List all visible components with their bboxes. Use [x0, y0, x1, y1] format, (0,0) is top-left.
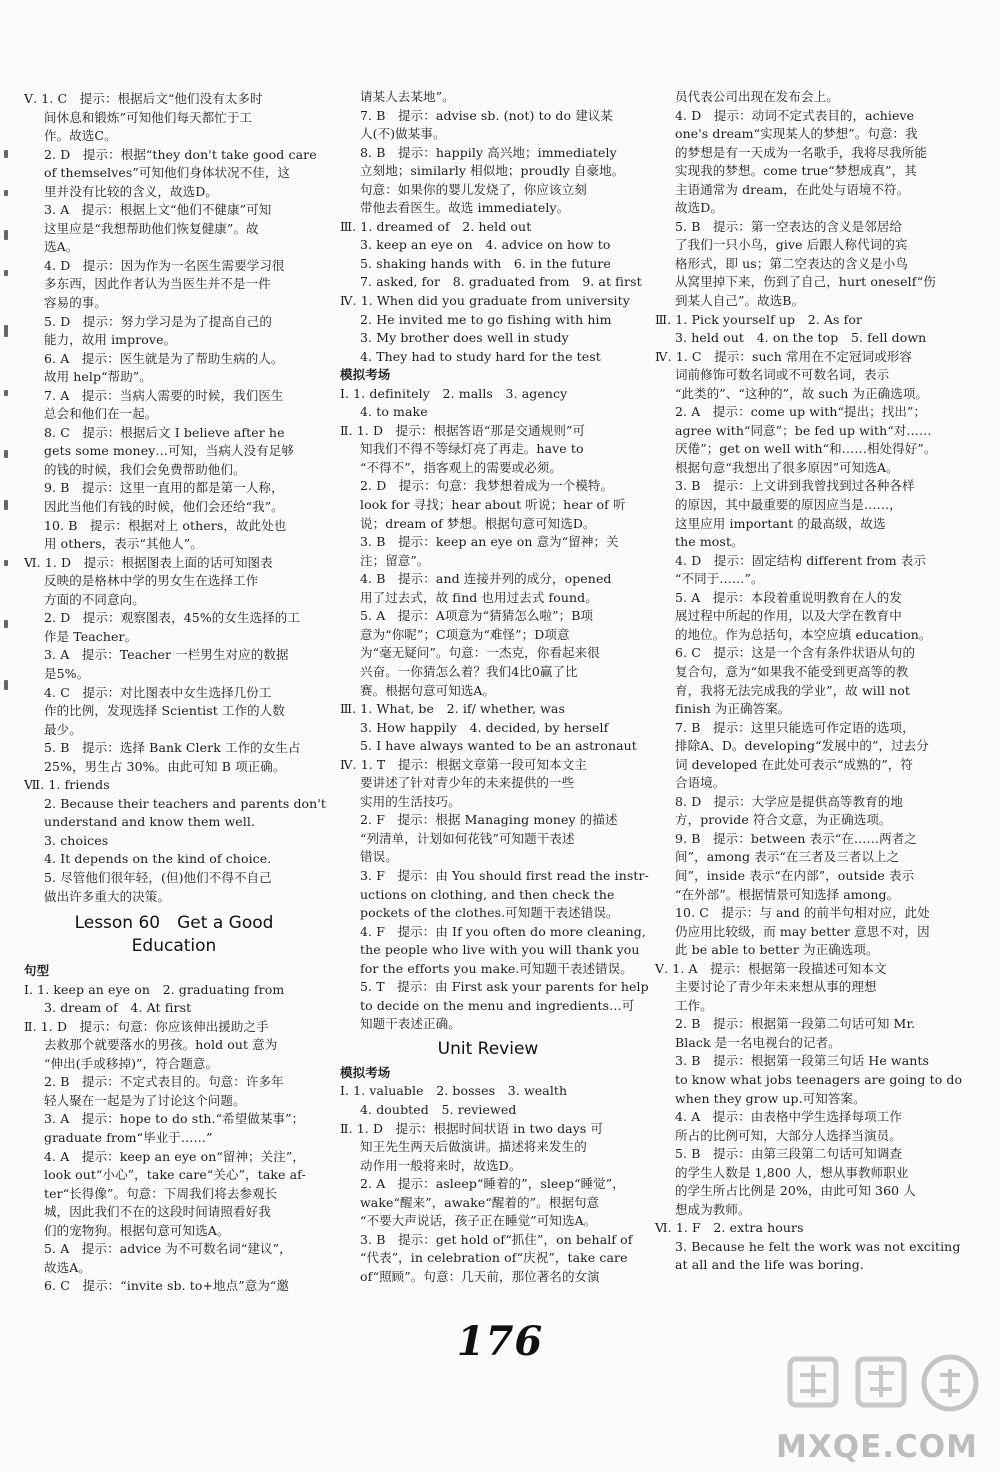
answer-line: 3. B 提示：根据第一段第三句话 He wants [675, 1053, 930, 1069]
answer-line: 7. B 提示：这里只能选可作定语的选项， [675, 719, 915, 735]
answer-line: 7. A 提示：当病人需要的时候，我们医生 [44, 387, 284, 403]
answer-line: 仍应用比较级，而 may better 意思不对，因 [675, 923, 930, 939]
answer-line: 人(不)做某事。 [360, 126, 446, 142]
answer-line: 最少。 [44, 721, 82, 737]
answer-line: 2. D 提示：句意：我梦想着成为一个模特。 [360, 478, 614, 494]
answer-line: “不要大声说话，孩子正在睡觉”可知选A。 [360, 1213, 597, 1229]
answer-line: of themselves”可知他们身体状况不佳，这 [44, 165, 291, 181]
answer-line: 用 others，表示“其他人”。 [44, 536, 203, 552]
answer-line: “伸出(手或移掉)”，符合题意。 [44, 1055, 219, 1071]
answer-line: 5. B 提示：选择 Bank Clerk 工作的女生占 [44, 740, 301, 756]
answer-line: 3. Because he felt the work was not exciting [675, 1238, 961, 1254]
answer-line: graduate from“毕业于……” [44, 1129, 213, 1145]
answer-line: “不同于……”。 [675, 571, 764, 587]
answer-line: 里并没有比较的含义，故选D。 [44, 183, 218, 199]
answer-line: 5. A 提示：本段着重说明教育在人的发 [675, 589, 902, 605]
answer-line: “在外部”。根据情景可知选择 among。 [675, 886, 900, 902]
answer-line: 想成为教师。 [675, 1201, 751, 1217]
answer-line: pockets of the clothes.可知题干表述错误。 [360, 905, 619, 921]
answer-line: 城，因此我们不在的这段时间请照看好我 [44, 1204, 271, 1220]
answer-line: 容易的事。 [44, 295, 108, 311]
answer-line: 词前修饰可数名词或不可数名词，表示 [675, 367, 890, 383]
answer-line: 3. A 提示：根据上文“他们不健康”可知 [44, 202, 272, 218]
answer-line: 主语通常为 dream，在此处与语境不符。 [675, 181, 910, 197]
answer-line: gets some money…可知，当病人没有足够 [44, 443, 294, 459]
answer-line: 间”，among 表示“在三者及三者以上之 [675, 849, 900, 865]
answer-line: 这里应是“我想帮助他们恢复健康”。故 [44, 220, 259, 236]
answer-line: 4. D 提示：动词不定式表目的，achieve [675, 107, 915, 123]
answer-line: understand and know them well. [44, 814, 256, 830]
answer-line: 了我们一只小鸟，give 后跟人称代词的宾 [675, 237, 908, 253]
answer-line: 的梦想是有一天成为一名歌手，我将尽我所能 [675, 144, 928, 160]
answer-line: 5. A 提示：A项意为“猜猜怎么啦”；B项 [360, 608, 594, 624]
answer-line: 因此当他们有钱的时候，他们会还给“我”。 [44, 499, 284, 515]
answer-line: 合语境。 [675, 775, 726, 791]
answer-line: for the efforts you make.可知题干表述错误。 [360, 960, 633, 976]
answer-line: 5. T 提示：由 First ask your parents for help [360, 979, 649, 995]
answer-line: ter“长得像”。句意：下周我们将去参观长 [44, 1185, 278, 1201]
answer-line: 错误。 [360, 849, 398, 865]
answer-line: 4. doubted 5. reviewed [360, 1101, 517, 1117]
answer-line: the people who live with you will thank you [360, 942, 640, 958]
answer-line: 反映的是格林中学的男女生在选择工作 [44, 573, 259, 589]
answer-line: Ⅱ. 1. D 提示：根据答语“那是交通规则”可 [340, 422, 586, 438]
answer-line: the most。 [675, 534, 744, 550]
answer-line: 词 developed 在此处可表示“成熟的”，符 [675, 756, 914, 772]
answer-line: 故选D。 [675, 200, 723, 216]
answer-line: 兴奋。一你猜怎么着？我们4比0赢了比 [360, 663, 578, 679]
answer-line: 25%，男生占 30%。由此可知 B 项正确。 [44, 758, 286, 774]
answer-line: 员代表公司出现在发布会上。 [675, 89, 839, 104]
answer-line: 2. D 提示：根据“they don't take good care [44, 146, 317, 162]
answer-line: look out“小心”，take care“关心”，take af- [44, 1167, 306, 1183]
answer-line: 作。故选C。 [44, 128, 117, 144]
answer-line: 5. B 提示：第一空表达的含义是邻居给 [675, 218, 903, 234]
answer-line: 意为“你呢”；C项意为“难怪”；D项意 [360, 626, 570, 642]
answer-line: Ⅴ. 1. C 提示：根据后文“他们没有太多时 [24, 91, 263, 106]
answer-line: 注；留意”。 [360, 552, 430, 568]
page-gutter-marks [0, 150, 14, 710]
answer-line: 动作用一般将来时，故选D。 [360, 1157, 522, 1173]
answer-line: 3. B 提示：keep an eye on 意为“留神；关 [360, 534, 619, 550]
answer-line: Ⅵ. 1. D 提示：根据图表上面的话可知图表 [24, 554, 273, 570]
unit-review-title: Unit Review [437, 1038, 539, 1059]
answer-line: 立刻地；similarly 相似地；proudly 自豪地。 [360, 163, 625, 179]
answer-line: 2. A 提示：come up with“提出；找出”； [675, 404, 927, 420]
answer-line: 6. C 提示：这是一个含有条件状语从句的 [675, 645, 916, 661]
watermark-logo [770, 1345, 980, 1425]
answer-line: uctions on clothing, and then check the [360, 886, 615, 902]
answer-line: 多东西，因此作者认为当医生并不是一件 [44, 276, 271, 292]
answer-line: at all and the life was boring. [675, 1257, 864, 1273]
answer-line: 展过程中所起的作用，以及大学在教育中 [675, 608, 902, 624]
answer-line: 3. B 提示：get hold of“抓住”，on behalf of [360, 1231, 633, 1247]
answer-column-middle [340, 88, 649, 1286]
answer-line: to decide on the menu and ingredients…可 [360, 997, 635, 1013]
answer-line: 知我们不得不等绿灯亮了再走。have to [360, 441, 584, 457]
answer-line: 厌倦”；get on well with“和……相处得好”。 [675, 441, 937, 457]
answer-line: Ⅴ. 1. A 提示：根据第一段描述可知本文 [655, 960, 887, 976]
answer-line: 们的宠物狗。根据句意可知选A。 [44, 1222, 230, 1238]
page-number: 176 [456, 1318, 544, 1365]
answer-line: 4. B 提示：and 连接并列的成分，opened [360, 571, 612, 587]
answer-line: 4. A 提示：keep an eye on“留神；关注”， [44, 1148, 305, 1164]
answer-line: 4. A 提示：由表格中学生选择每项工作 [675, 1109, 902, 1125]
answer-line: 能力，故用 improve。 [44, 332, 177, 348]
answer-line: to know what jobs teenagers are going to do [675, 1071, 963, 1087]
answer-line: 此 be able to better 为正确选项。 [675, 942, 879, 958]
answer-line: 赛。根据句意可知选A。 [360, 682, 496, 698]
answer-line: 选A。 [44, 239, 79, 255]
answer-line: 10. B 提示：根据对上 others，故此处也 [44, 517, 287, 533]
answer-line: 5. A 提示：advice 为不可数名词“建议”， [44, 1241, 292, 1257]
answer-line: “不得不”，指客观上的需要或必须。 [360, 459, 562, 475]
answer-line: 方面的不同意向。 [44, 591, 145, 607]
answer-line: Ⅵ. 1. F 2. extra hours [655, 1220, 804, 1236]
answer-line: “列清单，计划如何花钱”可知题干表述 [360, 830, 575, 846]
answer-line: 3. My brother does well in study [360, 330, 569, 346]
answer-line: 7. asked, for 8. graduated from 9. at first [360, 274, 642, 290]
answer-line: 实用的生活技巧。 [360, 793, 461, 809]
answer-line: 作的比例，发现选择 Scientist 工作的人数 [44, 703, 285, 719]
lesson-title-cont: Education [131, 936, 217, 957]
answer-line: 4. It depends on the kind of choice. [44, 851, 272, 867]
answer-line: 3. keep an eye on 4. advice on how to [360, 237, 611, 253]
answer-line: 总会和他们在一起。 [44, 406, 158, 422]
answer-line: 带他去看医生。故选 immediately。 [360, 200, 570, 216]
answer-line: 4. D 提示：因为作为一名医生需要学习很 [44, 257, 285, 273]
answer-line: 3. How happily 4. decided, by herself [360, 719, 609, 735]
answer-line: look for 寻找；hear about 听说；hear of 听 [360, 497, 626, 513]
answer-line: 3. A 提示：Teacher 一栏男生对应的数据 [44, 647, 289, 663]
answer-line: Ⅳ. 1. When did you graduate from university [340, 293, 630, 309]
answer-line: 复合句，意为“如果我不能受到更高等的教 [675, 663, 909, 679]
answer-line: 故用 help“帮助”。 [44, 369, 152, 385]
answer-line: 是5%。 [44, 665, 90, 681]
answer-line: Ⅲ. 1. dreamed of 2. held out [340, 218, 532, 234]
answer-line: 10. C 提示：与 and 的前半句相对应，此处 [675, 905, 930, 921]
answer-line: 知王先生两天后做演讲。描述将来发生的 [360, 1139, 587, 1155]
answer-line: one's dream“实现某人的梦想”。句意：我 [675, 126, 918, 142]
answer-line: 工作。 [675, 997, 713, 1013]
answer-line: 2. A 提示：asleep“睡着的”，sleep“睡觉”， [360, 1176, 625, 1192]
answer-line: 2. D 提示：观察图表，45%的女生选择的工 [44, 610, 301, 626]
answer-line: 的学生所占比例是 20%，由此可知 360 人 [675, 1183, 916, 1199]
answer-line: 用了过去式，故 find 也用过去式 found。 [360, 589, 598, 605]
answer-line: 5. B 提示：由第三段第二句话可知调查 [675, 1146, 903, 1162]
section-heading: 模拟考场 [340, 367, 391, 383]
answer-line: 轻人聚在一起是为了讨论这个问题。 [44, 1092, 246, 1108]
answer-line: 排除A、D。developing“发展中的”，过去分 [675, 738, 929, 754]
answer-line: 间休息和锻炼”可知他们每天都忙于工 [44, 109, 253, 125]
answer-line: 的学生人数是 1,800 人，想从事教师职业 [675, 1164, 909, 1180]
answer-line: 3. B 提示：上文讲到我曾找到过各种各样 [675, 478, 915, 494]
answer-line: 说；dream of 梦想。根据句意可知选D。 [360, 515, 596, 531]
answer-line: 3. dream of 4. At first [44, 1000, 192, 1016]
answer-line: 2. B 提示：不定式表目的。句意：许多年 [44, 1074, 284, 1090]
answer-line: “此类的”、“这种的”，故 such 为正确选项。 [675, 385, 929, 401]
answer-line: wake“醒来”，awake“醒着的”。根据句意 [360, 1194, 600, 1210]
answer-line: 3. A 提示：hope to do sth.“希望做某事”； [44, 1111, 305, 1127]
answer-line: Black 是一名电视台的记者。 [675, 1034, 841, 1050]
answer-line: 7. B 提示：advise sb. (not) to do 建议某 [360, 107, 613, 123]
watermark-text: MXQE.COM [775, 1429, 978, 1465]
answer-line: 请某人去某地”。 [360, 89, 455, 104]
answer-line: Ⅶ. 1. friends [24, 777, 110, 793]
answer-line: 4. D 提示：固定结构 different from 表示 [675, 552, 926, 568]
answer-line: Ⅱ. 1. D 提示：根据时间状语 in two days 可 [340, 1120, 604, 1136]
answer-line: 主要讨论了青少年未来想从事的理想 [675, 979, 877, 995]
watermark [760, 1345, 980, 1465]
answer-line: Ⅰ. 1. keep an eye on 2. graduating from [24, 981, 285, 997]
answer-line: 5. I have always wanted to be an astronaut [360, 738, 637, 754]
answer-line: 3. choices [44, 832, 109, 848]
answer-line: 故选A。 [44, 1259, 91, 1275]
answer-line: 2. Because their teachers and parents don't [44, 795, 326, 811]
answer-line: 从窝里掉下来，伤到了自己，hurt oneself“伤 [675, 274, 936, 290]
answer-line: Ⅰ. 1. definitely 2. malls 3. agency [340, 385, 568, 401]
answer-line: Ⅳ. 1. C 提示：such 常用在不定冠词或形容 [655, 348, 912, 364]
answer-line: “代表”，in celebration of“庆祝”，take care [360, 1250, 628, 1266]
answer-line: 3. F 提示：由 You should first read the instr- [360, 867, 649, 883]
answer-line: 2. He invited me to go fishing with him [360, 311, 612, 327]
answer-line: 8. C 提示：根据后文 I believe after he [44, 424, 285, 440]
answer-line: 育，我将无法完成我的学业”，故 will not [675, 682, 911, 698]
answer-column-left [24, 90, 324, 1296]
answer-line: 8. B 提示：happily 高兴地；immediately [360, 144, 617, 160]
answer-line: 2. F 提示：根据 Managing money 的描述 [360, 812, 618, 828]
answer-line: 4. to make [360, 404, 428, 420]
answer-line: 的原因，其中最重要的原因应当是……， [675, 497, 902, 513]
section-heading: 模拟考场 [340, 1064, 391, 1080]
answer-line: 9. B 提示：between 表示“在……两者之 [675, 830, 917, 846]
answer-line: finish 为正确答案。 [675, 701, 791, 717]
answer-line: 8. D 提示：大学应是提供高等教育的地 [675, 793, 903, 809]
answer-line: 的钱的时候，我们会免费帮助他们。 [44, 461, 246, 477]
answer-line: 9. B 提示：这里一直用的都是第一人称， [44, 480, 284, 496]
answer-line: 4. They had to study hard for the test [360, 348, 601, 364]
answer-line: 所占的比例可知，大部分人选择当演员。 [675, 1127, 902, 1143]
answer-line: 6. C 提示：“invite sb. to+地点”意为“邀 [44, 1278, 290, 1294]
answer-line: 要讲述了针对青少年的未来提供的一些 [360, 775, 575, 791]
answer-line: Ⅲ. 1. Pick yourself up 2. As for [655, 311, 863, 327]
answer-line: Ⅲ. 1. What, be 2. if/ whether, was [340, 701, 565, 717]
answer-line: 格形式，即 us；第二空表达的含义是小鸟 [675, 255, 908, 271]
answer-line: 6. A 提示：医生就是为了帮助生病的人。 [44, 350, 284, 366]
answer-line: 去救那个就要落水的男孩。hold out 意为 [44, 1037, 278, 1053]
lesson-title: Lesson 60 Get a Good [74, 913, 274, 934]
answer-line: 方，provide 符合文意，为正确选项。 [675, 812, 892, 828]
answer-line: 作是 Teacher。 [44, 628, 138, 644]
answer-line: 为“毫无疑问”。句意：一杰克，你看起来很 [360, 645, 600, 661]
answer-line: 句意：如果你的婴儿发烧了，你应该立刻 [360, 181, 587, 197]
answer-line: 5. 尽管他们很年轻，(但)他们不得不自己 [44, 869, 272, 885]
answer-line: Ⅱ. 1. D 提示：句意：你应该伸出援助之手 [24, 1018, 269, 1034]
answer-line: 5. shaking hands with 6. in the future [360, 255, 611, 271]
answer-line: Ⅰ. 1. valuable 2. bosses 3. wealth [340, 1083, 568, 1099]
answer-line: 3. held out 4. on the top 5. fell down [675, 330, 927, 346]
answer-line: 实现我的梦想。come true“梦想成真”，其 [675, 163, 917, 179]
answer-line: 4. F 提示：由 If you often do more cleaning, [360, 923, 646, 939]
answer-line: of“照顾”。句意：几天前，那位著名的女演 [360, 1268, 600, 1284]
answer-line: when they grow up.可知答案。 [675, 1090, 866, 1106]
section-heading: 句型 [24, 963, 50, 979]
answer-line: agree with“同意”；be fed up with“对…… [675, 422, 932, 438]
answer-line: 4. C 提示：对比图表中女生选择几份工 [44, 684, 272, 700]
answer-line: 2. B 提示：根据第一段第二句话可知 Mr. [675, 1016, 916, 1032]
answer-line: 的地位。作为总括句，本空应填 education。 [675, 626, 932, 642]
answer-line: Ⅳ. 1. T 提示：根据文章第一段可知本文主 [340, 756, 587, 772]
answer-line: 这里应用 important 的最高级，故选 [675, 515, 886, 531]
answer-line: 5. D 提示：努力学习是为了提高自己的 [44, 313, 272, 329]
answer-line: 做出许多重大的决策。 [44, 888, 171, 904]
answer-line: 知题干表述正确。 [360, 1016, 461, 1032]
answer-line: 间”，inside 表示“在内部”，outside 表示 [675, 867, 915, 883]
answer-line: 到某人自己”。故选B。 [675, 293, 805, 309]
answer-column-right [655, 88, 963, 1275]
answer-line: 根据句意“我想出了很多原因”可知选A。 [675, 459, 899, 475]
